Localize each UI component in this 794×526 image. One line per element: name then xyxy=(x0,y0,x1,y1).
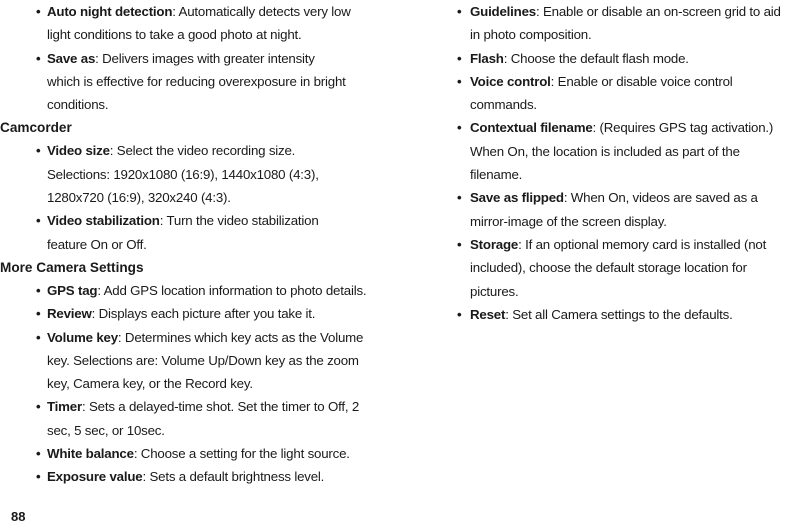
list-item xyxy=(0,0,355,47)
item-desc: : Displays each picture after you take it. xyxy=(91,306,316,322)
list-item xyxy=(0,465,380,488)
item-desc: : (Requires GPS tag activation.) When On, the location is included as part of the filename. xyxy=(470,120,774,183)
item-desc: : Set all Camera settings to the defaults. xyxy=(505,306,733,322)
bullet: • xyxy=(457,120,462,136)
item-term: GPS tag xyxy=(47,282,98,298)
section-title-camcorder: Camcorder xyxy=(0,120,72,136)
item-term: Timer xyxy=(47,399,82,415)
item-term: Contextual filename xyxy=(470,120,593,136)
bullet: • xyxy=(36,446,41,462)
bullet: • xyxy=(36,282,41,298)
bullet: • xyxy=(36,306,41,322)
list-item xyxy=(455,47,794,70)
bullet: • xyxy=(36,469,41,485)
item-desc: : Select the video recording size. Selections: 1920x1080 (16:9), 1440x1080 (4:3), 1280x720 (16:9), 320x240 (4:3). xyxy=(47,143,319,206)
item-desc: : Sets a default brightness level. xyxy=(142,469,325,485)
item-term: Storage xyxy=(470,236,519,252)
item-term: Reset xyxy=(470,306,506,322)
item-term: Save as xyxy=(47,50,96,66)
item-term: White balance xyxy=(47,446,134,462)
list-item xyxy=(0,47,347,117)
bullet: • xyxy=(457,190,462,206)
item-desc: : Add GPS location information to photo details. xyxy=(97,282,367,298)
list-item xyxy=(455,303,794,326)
left-column xyxy=(0,0,380,489)
bullet: • xyxy=(36,213,41,229)
list-item xyxy=(455,0,794,47)
right-column xyxy=(455,0,794,326)
bullet: • xyxy=(457,73,462,89)
item-desc: : Sets a delayed-time shot. Set the timer to Off, 2 sec, 5 sec, or 10sec. xyxy=(47,399,360,438)
bullet: • xyxy=(36,4,41,19)
item-desc: : Determines which key acts as the Volume key. Selections are: Volume Up/Down key as the zoom key, Camera key, or the Record key. xyxy=(47,329,364,392)
item-desc: : Enable or disable voice control commands. xyxy=(470,73,733,113)
bullet: • xyxy=(36,399,41,415)
list-item xyxy=(0,326,380,396)
bullet: • xyxy=(457,4,462,19)
bullet: • xyxy=(457,50,462,66)
list-item xyxy=(455,186,794,233)
item-desc: : Delivers images with greater intensity which is effective for reducing overexposure in bright conditions. xyxy=(47,50,346,113)
item-term: Guidelines xyxy=(470,4,536,19)
page-number: 88 xyxy=(11,509,26,524)
bullet: • xyxy=(36,50,41,66)
list-item xyxy=(0,279,380,302)
item-term: Video size xyxy=(47,143,110,159)
item-desc: : Choose the default flash mode. xyxy=(503,50,689,66)
list-item xyxy=(455,116,794,186)
list-item xyxy=(455,233,794,303)
item-desc: : Enable or disable an on-screen grid to aid in photo composition. xyxy=(470,4,781,43)
bullet: • xyxy=(457,236,462,252)
list-item xyxy=(0,139,347,209)
section-title-more-camera-settings: More Camera Settings xyxy=(0,259,144,275)
item-term: Flash xyxy=(470,50,504,66)
list-item xyxy=(0,209,357,256)
item-term: Auto night detection xyxy=(47,4,173,19)
item-desc: : Choose a setting for the light source. xyxy=(133,446,350,462)
list-item xyxy=(0,395,380,442)
item-term: Exposure value xyxy=(47,469,143,485)
list-item xyxy=(455,70,794,117)
item-term: Volume key xyxy=(47,329,118,345)
bullet: • xyxy=(457,306,462,322)
item-desc: : Turn the video stabilization feature On or Off. xyxy=(47,213,319,252)
list-item xyxy=(0,442,380,465)
item-desc: : Automatically detects very low light conditions to take a good photo at night. xyxy=(47,4,351,43)
item-term: Save as flipped xyxy=(470,190,564,206)
item-term: Voice control xyxy=(470,73,551,89)
bullet: • xyxy=(36,143,41,159)
item-desc: : If an optional memory card is installed (not included), choose the default storage location for pictures. xyxy=(470,236,767,299)
item-term: Video stabilization xyxy=(47,213,160,229)
item-term: Review xyxy=(47,306,92,322)
item-desc: : When On, videos are saved as a mirror-image of the screen display. xyxy=(470,190,758,229)
bullet: • xyxy=(36,329,41,345)
list-item xyxy=(0,302,380,325)
